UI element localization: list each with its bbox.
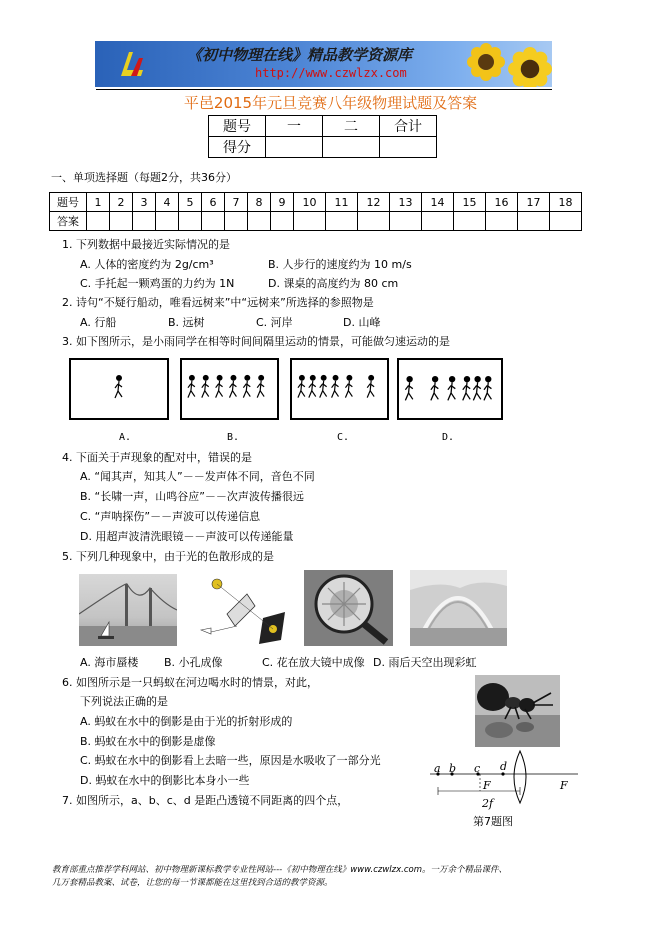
answer-cell[interactable] (225, 212, 248, 231)
answer-table (49, 192, 582, 231)
runner-figure-icon (332, 375, 339, 397)
answer-number-cell: 9 (271, 193, 294, 212)
answer-row-label: 题号 (50, 193, 87, 212)
score-header: 二 (323, 116, 380, 137)
question-2-stem: 2. 诗句“不疑行船动，唯看远树来”中“远树来”所选择的参照物是 (62, 296, 374, 309)
score-header: 题号 (209, 116, 266, 137)
answer-number-cell: 13 (390, 193, 422, 212)
runner-figure-icon (202, 375, 209, 397)
lens-point-d: d (500, 760, 508, 773)
answer-number-cell: 7 (225, 193, 248, 212)
score-cell[interactable] (266, 137, 323, 158)
runner-figure-icon (309, 375, 316, 397)
answer-number-cell: 14 (422, 193, 454, 212)
answer-number-cell: 11 (326, 193, 358, 212)
answer-cell[interactable] (550, 212, 582, 231)
runner-figure-icon (484, 377, 491, 401)
section-heading: 一、单项选择题（每题2分，共36分） (51, 171, 237, 184)
pinhole-diagram (197, 574, 289, 646)
runner-figure-icon (243, 375, 250, 397)
lens-point-b: b (449, 762, 457, 775)
footer-line-1: 教育部重点推荐学科网站、初中物理新课标教学专业性网站---《初中物理在线》www.czwlzx.com。一万余个精品课件、 (52, 865, 508, 875)
question-3-stem: 3. 如下图所示，是小雨同学在相等时间间隔里运动的情景，可能做匀速运动的是 (62, 335, 450, 348)
answer-cell[interactable] (326, 212, 358, 231)
score-table (208, 115, 437, 158)
motion-label-c: C. (337, 432, 350, 443)
answer-number-cell: 10 (294, 193, 326, 212)
question-1-option-c: C. 手托起一颗鸡蛋的力约为 1N (80, 277, 235, 290)
question-1-option-a: A. 人体的密度约为 2g/cm³ (80, 258, 214, 271)
answer-number-cell: 18 (550, 193, 582, 212)
runner-figure-icon (216, 375, 223, 397)
runner-figure-icon (463, 377, 470, 401)
sunflower-icon (508, 47, 552, 87)
score-header: 合计 (380, 116, 437, 137)
answer-cell[interactable] (133, 212, 156, 231)
score-cell[interactable] (380, 137, 437, 158)
runner-figure-icon (367, 375, 374, 397)
answer-cell[interactable] (454, 212, 486, 231)
question-6-option-c: C. 蚂蚁在水中的倒影看上去暗一些，原因是水吸收了一部分光 (80, 754, 381, 767)
runner-figure-icon (320, 375, 327, 397)
answer-cell[interactable] (87, 212, 110, 231)
question-4-option-d: D. 用超声波清洗眼镜－－声波可以传递能量 (80, 530, 294, 543)
site-banner (95, 41, 552, 87)
runner-figure-icon (448, 377, 455, 401)
ant-drinking-photo (475, 675, 560, 747)
answer-cell[interactable] (358, 212, 390, 231)
question-6-stem-cont: 下列说法正确的是 (80, 695, 168, 708)
runner-figure-icon (257, 375, 264, 397)
question-5-option-a: A. 海市蜃楼 (80, 656, 139, 669)
motion-figure-a (69, 358, 169, 420)
rainbow-photo (410, 570, 507, 646)
question-2-option-b: B. 远树 (168, 316, 205, 329)
motion-label-b: B. (227, 432, 240, 443)
question-2-option-a: A. 行船 (80, 316, 117, 329)
page-title: 平邑2015年元旦竞赛八年级物理试题及答案 (183, 94, 478, 112)
lens-point-c: c (474, 762, 481, 775)
answer-cell[interactable] (294, 212, 326, 231)
answer-cell[interactable] (518, 212, 550, 231)
answer-cell[interactable] (248, 212, 271, 231)
banner-url[interactable]: http://www.czwlzx.com (255, 66, 407, 80)
mirage-photo (79, 574, 177, 646)
figure-7-caption: 第7题图 (473, 815, 513, 828)
answer-row-label: 答案 (50, 212, 87, 231)
score-cell[interactable] (323, 137, 380, 158)
answer-number-cell: 8 (248, 193, 271, 212)
question-4-stem: 4. 下面关于声现象的配对中，错误的是 (62, 451, 252, 464)
answer-cell[interactable] (422, 212, 454, 231)
question-2-option-c: C. 河岸 (256, 316, 293, 329)
question-5-option-c: C. 花在放大镜中成像 (262, 656, 365, 669)
site-logo-icon (117, 48, 147, 80)
runner-figure-icon (298, 375, 305, 397)
answer-cell[interactable] (179, 212, 202, 231)
answer-number-cell: 4 (156, 193, 179, 212)
lens-point-a: a (434, 762, 441, 775)
motion-figure-d (397, 358, 503, 420)
answer-number-cell: 1 (87, 193, 110, 212)
runner-figure-icon (431, 377, 438, 401)
question-5-option-b: B. 小孔成像 (164, 656, 223, 669)
question-5-option-d: D. 雨后天空出现彩虹 (373, 656, 477, 669)
answer-cell[interactable] (156, 212, 179, 231)
answer-number-cell: 3 (133, 193, 156, 212)
score-row-label: 得分 (209, 137, 266, 158)
lens-shape (514, 751, 526, 803)
two-f-label: 2f (482, 797, 494, 810)
runner-figure-icon (230, 375, 237, 397)
answer-number-cell: 15 (454, 193, 486, 212)
answer-cell[interactable] (271, 212, 294, 231)
motion-label-d: D. (442, 432, 455, 443)
score-header: 一 (266, 116, 323, 137)
question-5-stem: 5. 下列几种现象中，由于光的色散形成的是 (62, 550, 274, 563)
answer-number-cell: 17 (518, 193, 550, 212)
question-1-option-d: D. 课桌的高度约为 80 cm (268, 277, 399, 290)
answer-number-cell: 12 (358, 193, 390, 212)
question-6-option-d: D. 蚂蚁在水中的倒影比本身小一些 (80, 774, 250, 787)
answer-cell[interactable] (202, 212, 225, 231)
banner-slogan: 《初中物理在线》精品教学资源库 (187, 46, 413, 64)
answer-cell[interactable] (390, 212, 422, 231)
motion-figure-c (290, 358, 389, 420)
header-rule (96, 89, 552, 90)
runner-figure-icon (405, 377, 412, 401)
runner-figure-icon (473, 377, 480, 401)
answer-number-cell: 6 (202, 193, 225, 212)
question-7-stem: 7. 如图所示，a、b、c、d 是距凸透镜不同距离的四个点， (62, 794, 349, 807)
focal-point-left: F (483, 779, 491, 792)
answer-cell[interactable] (486, 212, 518, 231)
question-4-option-a: A. “闻其声，知其人”－－发声体不同，音色不同 (80, 470, 315, 483)
question-4-option-b: B. “长啸一声，山鸣谷应”－－次声波传播很远 (80, 490, 304, 503)
question-6-option-b: B. 蚂蚁在水中的倒影是虚像 (80, 735, 216, 748)
sunflower-icon (467, 43, 505, 81)
motion-figure-b (180, 358, 279, 420)
magnifier-photo (304, 570, 393, 646)
question-1-stem: 1. 下列数据中最接近实际情况的是 (62, 238, 230, 251)
focal-point-right: F (560, 779, 568, 792)
answer-cell[interactable] (110, 212, 133, 231)
question-6-stem: 6. 如图所示是一只蚂蚁在河边喝水时的情景，对此， (62, 676, 318, 689)
page-footer (52, 864, 612, 890)
question-4-option-c: C. “声呐探伤”－－声波可以传递信息 (80, 510, 261, 523)
answer-number-cell: 2 (110, 193, 133, 212)
motion-label-a: A. (119, 432, 132, 443)
runner-figure-icon (188, 375, 195, 397)
answer-number-cell: 5 (179, 193, 202, 212)
footer-line-2: 几万套精品教案、试卷，让您的每一节课都能在这里找到合适的教学资源。 (52, 878, 333, 888)
runner-figure-icon (115, 376, 122, 398)
runner-figure-icon (345, 375, 352, 397)
question-6-option-a: A. 蚂蚁在水中的倒影是由于光的折射形成的 (80, 715, 293, 728)
answer-number-cell: 16 (486, 193, 518, 212)
question-2-option-d: D. 山峰 (343, 316, 381, 329)
question-1-option-b: B. 人步行的速度约为 10 m/s (268, 258, 412, 271)
